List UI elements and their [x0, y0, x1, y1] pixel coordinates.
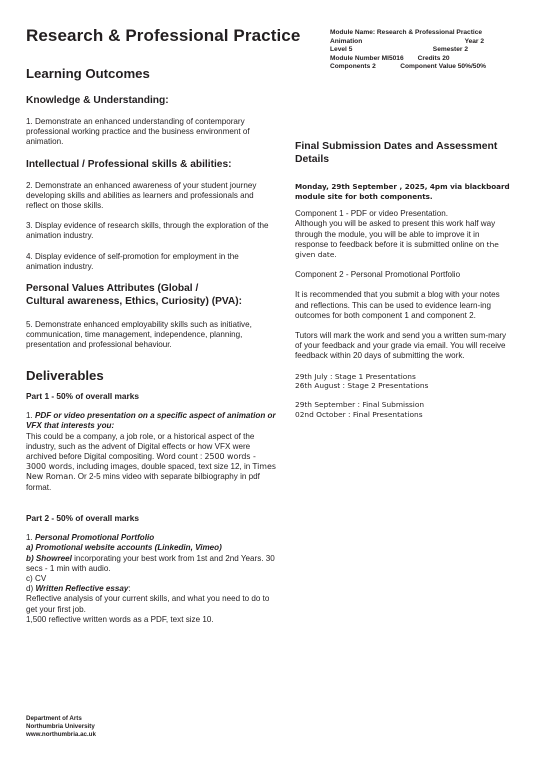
part2-a: a) Promotional website accounts (Linkedin, Vimeo) [26, 543, 222, 553]
stage-2-date: 26th August : Stage 2 Presentations [295, 381, 429, 391]
part2-item [26, 533, 276, 625]
outcome-2: 2. Demonstrate an enhanced awareness of your student journey developing skills and abilities as learners and professionals and reflect on those skills. [26, 180, 257, 211]
left-column [26, 66, 276, 625]
footer-website[interactable]: www.northumbria.ac.uk [26, 730, 96, 738]
module-level: Level 5 [330, 46, 353, 54]
component2-title: Component 2 - Personal Promotional Portfolio [295, 270, 461, 280]
part2-c: c) CV [26, 574, 47, 584]
footer-dept: Department of Arts [26, 715, 82, 722]
intellectual-heading: Intellectual / Professional skills & abilities: [26, 158, 232, 170]
final-submission-date: 29th September : Final Submission [295, 400, 425, 410]
part2-d-prefix: d) [26, 584, 36, 594]
final-dates [295, 400, 511, 419]
part1-words: 2500 words - 3000 words [26, 451, 256, 472]
module-number-credits [330, 55, 490, 64]
component2-text: It is recommended that you submit a blog with your notes and reflections. This can be used to evidence learn-ing outcomes for both component 1 and component 2. [295, 290, 500, 320]
footer [26, 715, 226, 738]
learning-outcomes-heading: Learning Outcomes [26, 66, 150, 81]
part1-heading: Part 1 - 50% of overall marks [26, 390, 139, 401]
module-subject: Animation [330, 37, 363, 45]
part2-d-colon: : [128, 584, 131, 594]
submission-date-line: Monday, 29th September , 2025, 4pm via blackboard module site for both components. [295, 182, 510, 201]
module-name-text: Module Name: Research & Professional Practice [330, 29, 483, 36]
right-column [295, 140, 511, 419]
component1 [295, 209, 511, 260]
module-component-value: Component Value 50%/50% [400, 63, 486, 71]
pva-heading-line-2: Cultural awareness, Ethics, Curiosity) (PVA): [26, 296, 243, 308]
outcome-4: 4. Display evidence of self-promotion for employment in the animation industry. [26, 251, 239, 271]
module-components [330, 63, 490, 72]
module-level-semester [330, 46, 490, 55]
page-title: Research & Professional Practice [26, 26, 301, 45]
module-credits: Credits 20 [417, 54, 450, 62]
part2-prefix: 1. [26, 533, 35, 543]
part2-b-label: b) Showreel [26, 553, 72, 563]
part1-font-name: Times New Roman [26, 462, 276, 482]
part2-title: Personal Promotional Portfolio [35, 533, 155, 543]
deliverables-heading: Deliverables [26, 367, 104, 383]
outcome-3: 3. Display evidence of research skills, through the exploration of the animation industry. [26, 221, 269, 241]
knowledge-heading: Knowledge & Understanding: [26, 95, 169, 106]
submission-heading: Final Submission Dates and Assessment Details [295, 141, 498, 165]
module-info [330, 29, 490, 72]
module-number: Module Number MI5016 [330, 54, 404, 62]
part1-body-c: . Or 2-5 mins video with separate bilbiography in pdf format. [26, 472, 260, 492]
part2-d-label: Written Reflective essay [35, 584, 129, 594]
final-presentation-date: 02nd October : Final Presentations [295, 409, 423, 419]
part2-d-text-1: Reflective analysis of your current skills, and what you need to do to get your first job. [26, 594, 270, 614]
module-subject-year [330, 38, 490, 47]
module-semester: Semester 2 [432, 46, 468, 54]
component1-title: Component 1 - PDF or video Presentation. [295, 209, 448, 219]
part2-d-text-2: 1,500 reflective written words as a PDF, text size 10. [26, 614, 214, 624]
pva-heading [26, 282, 276, 308]
tutors-text: Tutors will mark the work and send you a written sum-mary of your feedback and your grade via email. You will receive feedback within 20 days of submitting the work. [295, 331, 507, 361]
part1-body-a: This could be a company, a job role, or a historical aspect of the industry, such as the advent of Digital effects or how VFX were archived before Digital compositing. Word count : [26, 431, 255, 461]
part1-item [26, 411, 276, 493]
stage-dates [295, 372, 511, 391]
stage-1-date: 29th July : Stage 1 Presentations [295, 371, 416, 381]
component1-text-a: Although you will be asked to present this work half way through the module, you will be able to improve it in response to feedback before it is submitted online on [295, 219, 496, 249]
part1-body-b: , including images, double spaced, text size 12, in [72, 462, 253, 472]
outcome-1: 1. Demonstrate an enhanced understanding of contemporary professional working practice and the business environment of animation. [26, 117, 250, 147]
part2-heading: Part 2 - 50% of overall marks [26, 512, 139, 523]
outcome-5: 5. Demonstrate enhanced employability skills such as initiative, communication, time management, independence, planning, presentation and professional behaviour. [26, 320, 252, 350]
pva-heading-line-1: Personal Values Attributes (Global / [26, 283, 199, 295]
part1-title: PDF or video presentation on a specific aspect of animation or VFX that interests you: [26, 411, 276, 431]
footer-university: Northumbria University [26, 722, 95, 730]
part1-prefix: 1. [26, 411, 35, 421]
module-components-count: Components 2 [330, 63, 376, 71]
module-year: Year 2 [464, 37, 484, 45]
component1-text-b: the given date. [295, 239, 499, 259]
module-name [330, 29, 490, 38]
part2-b-text: incorporating your best work from 1st and 2nd Years. 30 secs - 1 min with audio. [26, 553, 275, 573]
